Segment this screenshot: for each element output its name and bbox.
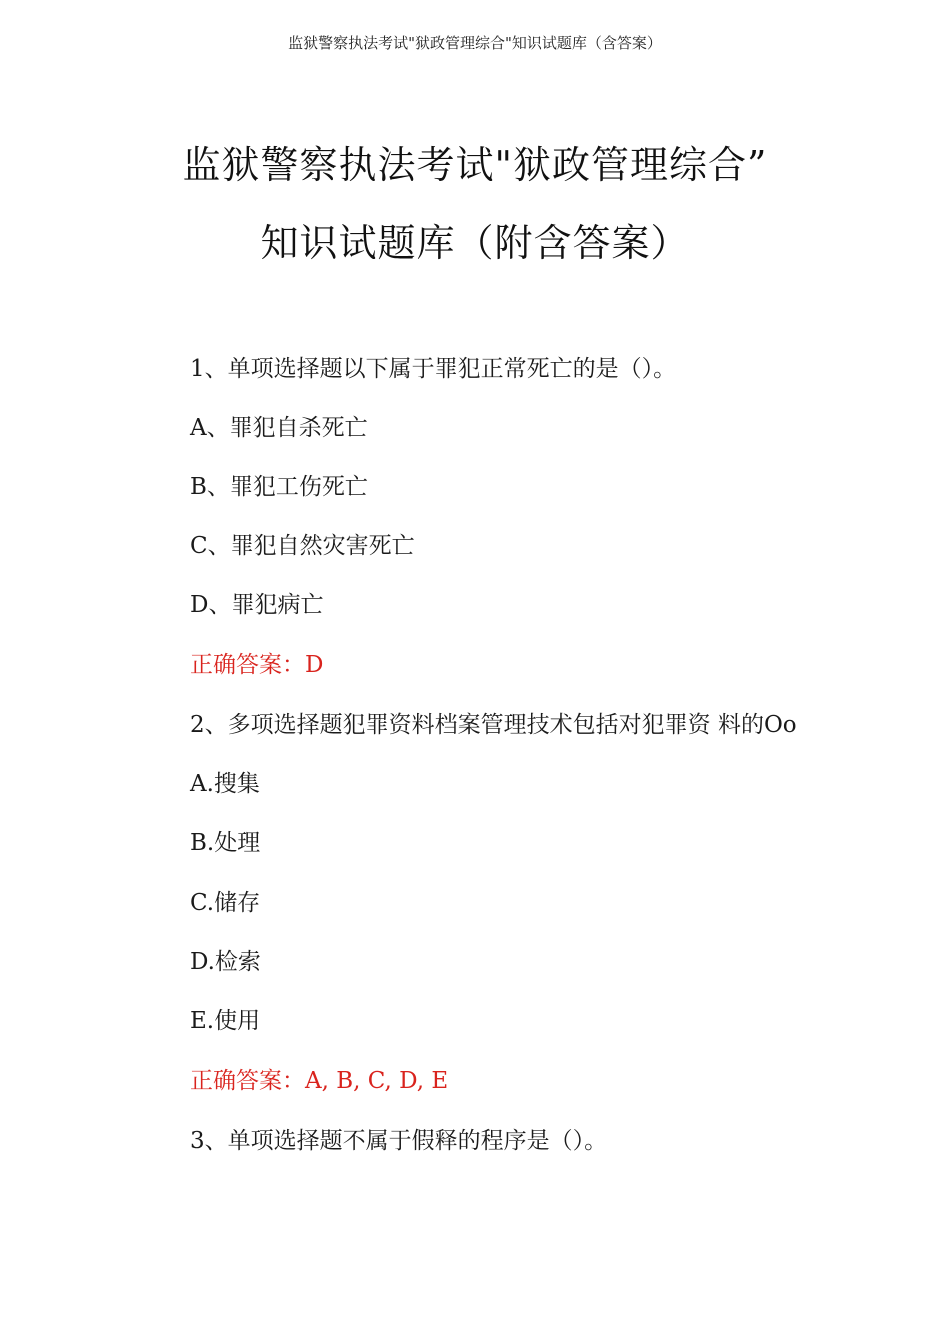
question-1-option-a: A、罪犯自杀死亡 bbox=[190, 415, 368, 441]
question-2-option-b: B.处理 bbox=[190, 830, 261, 856]
question-1-stem: 1、单项选择题以下属于罪犯正常死亡的是（）。 bbox=[190, 356, 677, 382]
question-1-option-c: C、罪犯自然灾害死亡 bbox=[190, 533, 415, 559]
document-title-line-2: 知识试题库（附含答案） bbox=[260, 221, 690, 265]
question-2-stem: 2、多项选择题犯罪资料档案管理技术包括对犯罪资 料的Oo bbox=[190, 712, 797, 738]
question-2-answer: 正确答案：A, B, C, D, E bbox=[190, 1068, 449, 1094]
question-2-option-a: A.搜集 bbox=[190, 771, 260, 797]
running-header: 监狱警察执法考试"狱政管理综合"知识试题库（含答案） bbox=[288, 34, 662, 52]
question-1-answer: 正确答案：D bbox=[190, 652, 324, 678]
question-1-option-d: D、罪犯病亡 bbox=[190, 592, 324, 618]
document-title-line-1: 监狱警察执法考试"狱政管理综合” bbox=[182, 143, 768, 187]
question-1-option-b: B、罪犯工伤死亡 bbox=[190, 474, 368, 500]
question-2-option-e: E.使用 bbox=[190, 1008, 261, 1034]
question-2-option-d: D.检索 bbox=[190, 949, 261, 975]
question-2-option-c: C.储存 bbox=[190, 890, 261, 916]
question-3-stem: 3、单项选择题不属于假释的程序是（）。 bbox=[190, 1128, 608, 1154]
